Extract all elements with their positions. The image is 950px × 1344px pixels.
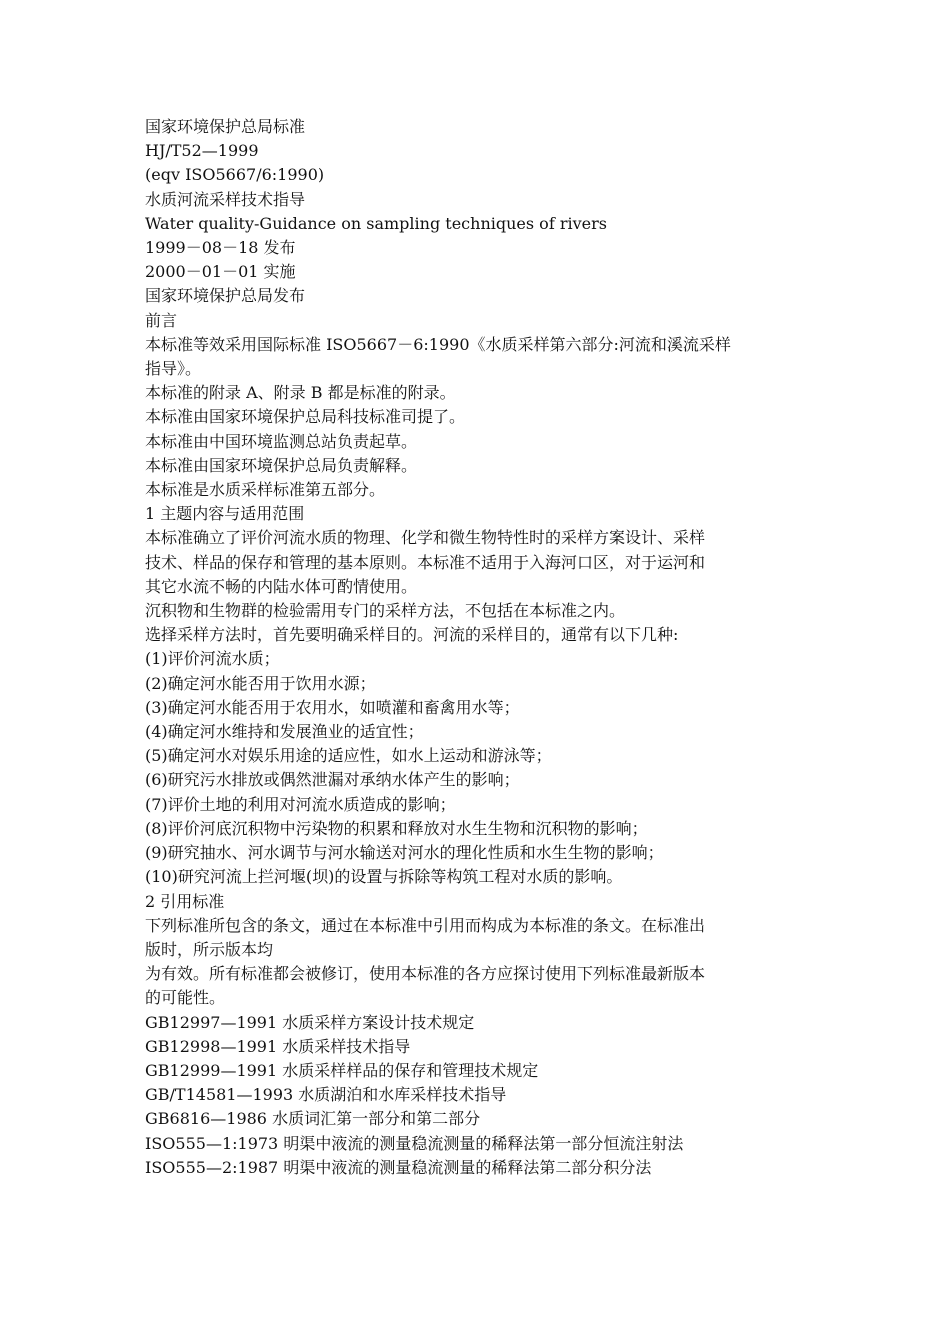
referenced-standard: GB6816—1986 水质词汇第一部分和第二部分	[145, 1109, 481, 1129]
foreword-line: 指导》。	[145, 359, 202, 379]
purpose-list-item: (6)研究污水排放或偶然泄漏对承纳水体产生的影响；	[145, 770, 520, 790]
purpose-list-item: (10)研究河流上拦河堰(坝)的设置与拆除等构筑工程对水质的影响。	[145, 867, 623, 887]
purpose-list-item: (7)评价土地的利用对河流水质造成的影响；	[145, 794, 456, 814]
section-1-line: 技术、样品的保存和管理的基本原则。本标准不适用于入海河口区，对于运河和	[145, 552, 706, 572]
foreword-line: 本标准由国家环境保护总局科技标准司提了。	[145, 407, 466, 427]
section-2-line: 版时，所示版本均	[145, 939, 274, 959]
foreword-line: 本标准是水质采样标准第五部分。	[145, 480, 386, 500]
referenced-standard: GB12998—1991 水质采样技术指导	[145, 1036, 411, 1056]
equivalent-standard: (eqv ISO5667/6:1990)	[145, 165, 325, 185]
foreword-heading: 前言	[145, 310, 178, 330]
section-2-line: 的可能性。	[145, 988, 226, 1008]
referenced-standard: ISO555—2:1987 明渠中液流的测量稳流测量的稀释法第二部分积分法	[145, 1157, 652, 1177]
purpose-list-item: (9)研究抽水、河水调节与河水输送对河水的理化性质和水生生物的影响；	[145, 843, 664, 863]
section-2-line: 下列标准所包含的条文，通过在本标准中引用而构成为本标准的条文。在标准出	[145, 915, 706, 935]
purpose-list-item: (3)确定河水能否用于农用水，如喷灌和畜禽用水等；	[145, 697, 520, 717]
purpose-list-item: (5)确定河水对娱乐用途的适应性，如水上运动和游泳等；	[145, 746, 552, 766]
standard-number: HJ/T52—1999	[145, 141, 259, 161]
section-1-line: 本标准确立了评价河流水质的物理、化学和微生物特性时的采样方案设计、采样	[145, 528, 706, 548]
purpose-list-item: (8)评价河底沉积物中污染物的积累和释放对水生生物和沉积物的影响；	[145, 818, 648, 838]
document-title-en: Water quality-Guidance on sampling techniques of rivers	[145, 213, 607, 233]
referenced-standard: GB/T14581—1993 水质湖泊和水库采样技术指导	[145, 1085, 507, 1105]
section-1-line: 选择采样方法时，首先要明确采样目的。河流的采样目的，通常有以下几种:	[145, 625, 679, 645]
foreword-line: 本标准由中国环境监测总站负责起草。	[145, 431, 418, 451]
purpose-list-item: (4)确定河水维持和发展渔业的适宜性；	[145, 722, 424, 742]
referenced-standard: ISO555—1:1973 明渠中液流的测量稳流测量的稀释法第一部分恒流注射法	[145, 1133, 684, 1153]
issuing-authority: 国家环境保护总局标准	[145, 117, 306, 136]
implementation-date: 2000－01－01 实施	[145, 262, 296, 282]
section-1-heading: 1 主题内容与适用范围	[145, 504, 305, 524]
referenced-standard: GB12997—1991 水质采样方案设计技术规定	[145, 1012, 475, 1032]
foreword-line: 本标准等效采用国际标准 ISO5667－6:1990《水质采样第六部分:河流和溪流采样	[145, 334, 731, 354]
referenced-standard: GB12999—1991 水质采样样品的保存和管理技术规定	[145, 1060, 539, 1080]
document-title-zh: 水质河流采样技术指导	[145, 189, 306, 209]
section-2-line: 为有效。所有标准都会被修订，使用本标准的各方应探讨使用下列标准最新版本	[145, 964, 706, 984]
release-date: 1999－08－18 发布	[145, 238, 296, 258]
foreword-line: 本标准的附录 A、附录 B 都是标准的附录。	[145, 383, 456, 403]
section-1-line: 沉积物和生物群的检验需用专门的采样方法，不包括在本标准之内。	[145, 601, 626, 621]
foreword-line: 本标准由国家环境保护总局负责解释。	[145, 455, 418, 475]
section-2-heading: 2 引用标准	[145, 891, 225, 911]
purpose-list-item: (1)评价河流水质；	[145, 649, 280, 669]
publisher: 国家环境保护总局发布	[145, 286, 306, 306]
purpose-list-item: (2)确定河水能否用于饮用水源；	[145, 673, 376, 693]
section-1-line: 其它水流不畅的内陆水体可酌情使用。	[145, 576, 418, 596]
document-page	[145, 115, 815, 1180]
